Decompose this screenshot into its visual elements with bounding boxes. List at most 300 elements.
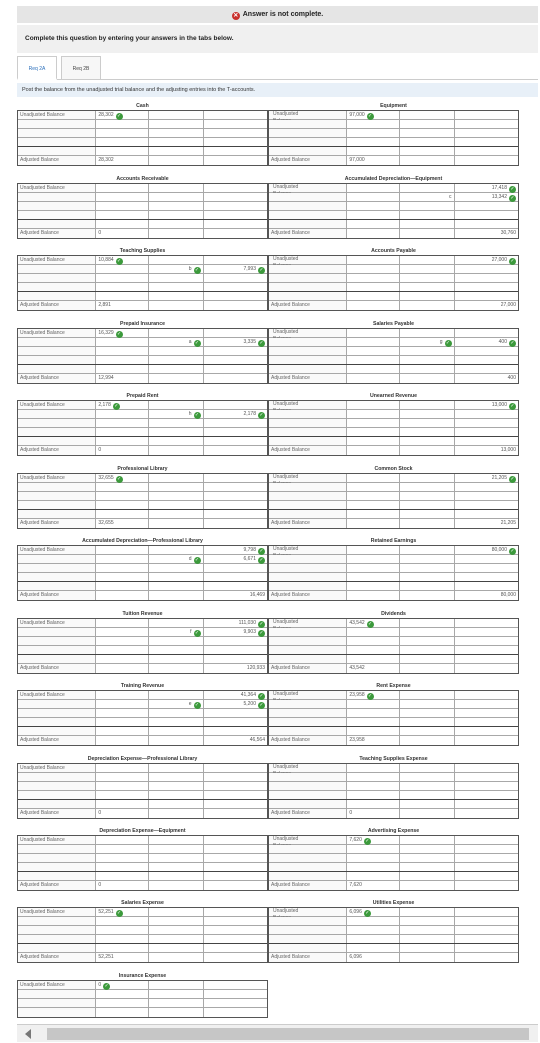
entry-cell[interactable] [455, 582, 518, 590]
entry-cell[interactable] [347, 926, 400, 934]
entry-cell[interactable] [347, 628, 400, 636]
unadjusted-credit-input[interactable] [455, 474, 518, 482]
entry-cell[interactable] [455, 953, 518, 962]
entry-cell[interactable] [400, 120, 455, 128]
entry-cell[interactable] [455, 129, 518, 137]
entry-cell[interactable] [455, 908, 518, 916]
entry-cell[interactable] [400, 220, 455, 228]
entry-cell[interactable] [149, 764, 204, 772]
unadjusted-credit-input[interactable] [204, 619, 267, 627]
entry-credit-input[interactable] [455, 338, 518, 346]
entry-cell[interactable] [204, 329, 267, 337]
entry-cell[interactable] [400, 637, 455, 645]
entry-cell[interactable] [347, 764, 400, 772]
entry-cell[interactable] [149, 274, 204, 282]
entry-cell[interactable] [400, 646, 455, 654]
entry-cell[interactable] [204, 229, 267, 238]
entry-cell[interactable] [96, 483, 149, 491]
entry-cell[interactable] [96, 664, 149, 673]
entry-cell[interactable] [455, 881, 518, 890]
entry-cell[interactable] [149, 292, 204, 300]
entry-cell[interactable] [149, 800, 204, 808]
entry-cell[interactable] [96, 283, 149, 291]
entry-cell[interactable] [149, 501, 204, 509]
entry-cell[interactable] [96, 365, 149, 373]
entry-cell[interactable] [400, 229, 455, 238]
entry-cell[interactable] [204, 917, 267, 925]
entry-cell[interactable] [400, 764, 455, 772]
adjusted-debit-input[interactable] [96, 374, 149, 383]
entry-cell[interactable] [96, 655, 149, 663]
unadjusted-credit-input[interactable] [455, 401, 518, 409]
entry-cell[interactable] [149, 374, 204, 383]
entry-cell[interactable] [400, 510, 455, 518]
entry-cell[interactable] [149, 301, 204, 310]
entry-cell[interactable] [347, 329, 400, 337]
entry-cell[interactable] [96, 202, 149, 210]
entry-cell[interactable] [455, 926, 518, 934]
entry-cell[interactable] [149, 691, 204, 699]
entry-cell[interactable] [347, 410, 400, 418]
adjusted-debit-input[interactable] [347, 953, 400, 962]
entry-cell[interactable] [400, 845, 455, 853]
entry-cell[interactable] [96, 437, 149, 445]
adjusted-debit-input[interactable] [96, 809, 149, 818]
entry-cell[interactable] [347, 338, 400, 346]
entry-cell[interactable] [347, 138, 400, 146]
scrollbar-thumb[interactable] [47, 1028, 529, 1040]
entry-cell[interactable] [204, 773, 267, 781]
entry-cell[interactable] [400, 356, 455, 364]
entry-cell[interactable] [455, 274, 518, 282]
entry-cell[interactable] [400, 854, 455, 862]
entry-cell[interactable] [455, 845, 518, 853]
entry-cell[interactable] [149, 573, 204, 581]
entry-cell[interactable] [204, 845, 267, 853]
entry-cell[interactable] [149, 147, 204, 155]
entry-cell[interactable] [96, 1008, 149, 1017]
entry-cell[interactable] [96, 591, 149, 600]
entry-cell[interactable] [400, 365, 455, 373]
entry-cell[interactable] [149, 111, 204, 119]
entry-cell[interactable] [204, 935, 267, 943]
entry-cell[interactable] [149, 655, 204, 663]
entry-cell[interactable] [455, 736, 518, 745]
entry-cell[interactable] [400, 129, 455, 137]
entry-cell[interactable] [96, 872, 149, 880]
entry-cell[interactable] [400, 410, 455, 418]
entry-cell[interactable] [96, 917, 149, 925]
entry-code-input[interactable] [149, 338, 204, 346]
entry-cell[interactable] [204, 999, 267, 1007]
entry-credit-input[interactable] [204, 265, 267, 273]
entry-cell[interactable] [96, 501, 149, 509]
entry-cell[interactable] [204, 981, 267, 989]
entry-cell[interactable] [400, 917, 455, 925]
entry-cell[interactable] [347, 718, 400, 726]
entry-credit-input[interactable] [204, 628, 267, 636]
entry-cell[interactable] [149, 202, 204, 210]
entry-cell[interactable] [96, 573, 149, 581]
entry-cell[interactable] [347, 483, 400, 491]
entry-cell[interactable] [455, 347, 518, 355]
entry-cell[interactable] [204, 990, 267, 998]
entry-cell[interactable] [347, 401, 400, 409]
entry-cell[interactable] [204, 374, 267, 383]
entry-cell[interactable] [455, 555, 518, 563]
entry-cell[interactable] [347, 582, 400, 590]
entry-cell[interactable] [347, 845, 400, 853]
entry-code-input[interactable] [149, 410, 204, 418]
entry-cell[interactable] [347, 419, 400, 427]
entry-cell[interactable] [400, 184, 455, 192]
entry-cell[interactable] [347, 646, 400, 654]
entry-cell[interactable] [347, 365, 400, 373]
entry-cell[interactable] [400, 492, 455, 500]
entry-cell[interactable] [347, 872, 400, 880]
entry-cell[interactable] [204, 872, 267, 880]
entry-cell[interactable] [204, 881, 267, 890]
entry-cell[interactable] [455, 791, 518, 799]
entry-cell[interactable] [149, 120, 204, 128]
adjusted-debit-input[interactable] [96, 446, 149, 455]
entry-cell[interactable] [149, 546, 204, 554]
entry-cell[interactable] [347, 800, 400, 808]
entry-cell[interactable] [455, 292, 518, 300]
entry-cell[interactable] [455, 628, 518, 636]
entry-cell[interactable] [96, 410, 149, 418]
entry-cell[interactable] [149, 773, 204, 781]
entry-cell[interactable] [204, 791, 267, 799]
unadjusted-debit-input[interactable] [96, 111, 149, 119]
entry-cell[interactable] [347, 220, 400, 228]
horizontal-scrollbar[interactable] [17, 1024, 538, 1042]
entry-cell[interactable] [149, 283, 204, 291]
entry-cell[interactable] [400, 256, 455, 264]
adjusted-debit-input[interactable] [96, 953, 149, 962]
entry-cell[interactable] [96, 782, 149, 790]
entry-cell[interactable] [400, 111, 455, 119]
entry-cell[interactable] [149, 953, 204, 962]
entry-cell[interactable] [149, 446, 204, 455]
entry-cell[interactable] [149, 727, 204, 735]
entry-cell[interactable] [96, 347, 149, 355]
entry-cell[interactable] [96, 220, 149, 228]
entry-cell[interactable] [455, 709, 518, 717]
entry-cell[interactable] [96, 764, 149, 772]
entry-cell[interactable] [149, 492, 204, 500]
entry-cell[interactable] [347, 637, 400, 645]
entry-cell[interactable] [455, 564, 518, 572]
entry-cell[interactable] [149, 483, 204, 491]
entry-cell[interactable] [400, 800, 455, 808]
entry-cell[interactable] [455, 111, 518, 119]
entry-cell[interactable] [96, 582, 149, 590]
unadjusted-debit-input[interactable] [96, 981, 149, 989]
scroll-left-arrow-icon[interactable] [25, 1029, 31, 1039]
entry-cell[interactable] [204, 274, 267, 282]
entry-cell[interactable] [347, 555, 400, 563]
entry-cell[interactable] [455, 764, 518, 772]
entry-cell[interactable] [400, 573, 455, 581]
entry-cell[interactable] [204, 809, 267, 818]
entry-cell[interactable] [96, 863, 149, 871]
entry-cell[interactable] [204, 401, 267, 409]
adjusted-credit-input[interactable] [455, 229, 518, 238]
entry-cell[interactable] [149, 193, 204, 201]
entry-cell[interactable] [455, 419, 518, 427]
entry-cell[interactable] [204, 655, 267, 663]
entry-cell[interactable] [347, 854, 400, 862]
adjusted-debit-input[interactable] [347, 809, 400, 818]
entry-cell[interactable] [400, 700, 455, 708]
entry-cell[interactable] [149, 1008, 204, 1017]
entry-cell[interactable] [149, 944, 204, 952]
entry-cell[interactable] [149, 220, 204, 228]
entry-cell[interactable] [96, 935, 149, 943]
entry-cell[interactable] [347, 374, 400, 383]
entry-cell[interactable] [149, 718, 204, 726]
entry-cell[interactable] [96, 120, 149, 128]
entry-cell[interactable] [347, 700, 400, 708]
entry-cell[interactable] [149, 872, 204, 880]
entry-cell[interactable] [96, 727, 149, 735]
entry-cell[interactable] [149, 836, 204, 844]
entry-cell[interactable] [400, 691, 455, 699]
entry-cell[interactable] [204, 256, 267, 264]
entry-cell[interactable] [347, 773, 400, 781]
entry-cell[interactable] [204, 156, 267, 165]
entry-cell[interactable] [204, 764, 267, 772]
entry-cell[interactable] [455, 944, 518, 952]
entry-cell[interactable] [347, 655, 400, 663]
entry-cell[interactable] [400, 926, 455, 934]
entry-cell[interactable] [204, 718, 267, 726]
entry-cell[interactable] [400, 953, 455, 962]
entry-cell[interactable] [400, 582, 455, 590]
entry-cell[interactable] [347, 519, 400, 528]
entry-cell[interactable] [347, 120, 400, 128]
entry-cell[interactable] [400, 437, 455, 445]
entry-cell[interactable] [204, 944, 267, 952]
adjusted-credit-input[interactable] [455, 301, 518, 310]
entry-cell[interactable] [96, 356, 149, 364]
entry-cell[interactable] [149, 582, 204, 590]
entry-cell[interactable] [455, 863, 518, 871]
adjusted-credit-input[interactable] [204, 664, 267, 673]
entry-cell[interactable] [400, 283, 455, 291]
entry-cell[interactable] [455, 365, 518, 373]
entry-cell[interactable] [96, 619, 149, 627]
entry-cell[interactable] [400, 727, 455, 735]
entry-cell[interactable] [347, 274, 400, 282]
entry-cell[interactable] [455, 501, 518, 509]
adjusted-debit-input[interactable] [96, 881, 149, 890]
entry-cell[interactable] [96, 147, 149, 155]
unadjusted-credit-input[interactable] [455, 184, 518, 192]
entry-cell[interactable] [149, 211, 204, 219]
entry-cell[interactable] [347, 492, 400, 500]
entry-cell[interactable] [204, 220, 267, 228]
entry-cell[interactable] [96, 990, 149, 998]
entry-cell[interactable] [149, 510, 204, 518]
entry-cell[interactable] [347, 356, 400, 364]
entry-cell[interactable] [455, 410, 518, 418]
entry-cell[interactable] [149, 990, 204, 998]
entry-cell[interactable] [347, 347, 400, 355]
entry-cell[interactable] [149, 591, 204, 600]
adjusted-debit-input[interactable] [96, 229, 149, 238]
entry-cell[interactable] [347, 917, 400, 925]
entry-cell[interactable] [455, 147, 518, 155]
entry-cell[interactable] [204, 292, 267, 300]
entry-cell[interactable] [149, 156, 204, 165]
entry-cell[interactable] [204, 347, 267, 355]
entry-cell[interactable] [347, 546, 400, 554]
unadjusted-debit-input[interactable] [96, 329, 149, 337]
entry-cell[interactable] [204, 854, 267, 862]
entry-cell[interactable] [347, 301, 400, 310]
entry-cell[interactable] [96, 555, 149, 563]
unadjusted-debit-input[interactable] [347, 619, 400, 627]
entry-cell[interactable] [149, 709, 204, 717]
entry-cell[interactable] [347, 935, 400, 943]
entry-cell[interactable] [347, 193, 400, 201]
entry-code-input[interactable] [149, 628, 204, 636]
entry-cell[interactable] [204, 184, 267, 192]
entry-cell[interactable] [455, 646, 518, 654]
entry-cell[interactable] [204, 283, 267, 291]
entry-cell[interactable] [204, 800, 267, 808]
entry-cell[interactable] [96, 211, 149, 219]
adjusted-debit-input[interactable] [96, 156, 149, 165]
entry-cell[interactable] [96, 944, 149, 952]
entry-cell[interactable] [149, 619, 204, 627]
entry-cell[interactable] [96, 274, 149, 282]
entry-cell[interactable] [455, 773, 518, 781]
entry-cell[interactable] [455, 718, 518, 726]
entry-cell[interactable] [96, 836, 149, 844]
entry-cell[interactable] [400, 211, 455, 219]
entry-cell[interactable] [455, 329, 518, 337]
entry-cell[interactable] [96, 926, 149, 934]
entry-cell[interactable] [149, 138, 204, 146]
tab-req-2a[interactable]: Req 2A [17, 56, 57, 80]
entry-cell[interactable] [204, 564, 267, 572]
entry-cell[interactable] [204, 926, 267, 934]
unadjusted-debit-input[interactable] [96, 474, 149, 482]
entry-cell[interactable] [455, 220, 518, 228]
entry-cell[interactable] [400, 736, 455, 745]
unadjusted-credit-input[interactable] [455, 256, 518, 264]
entry-cell[interactable] [96, 193, 149, 201]
entry-cell[interactable] [204, 501, 267, 509]
entry-cell[interactable] [455, 211, 518, 219]
entry-cell[interactable] [149, 935, 204, 943]
adjusted-credit-input[interactable] [455, 446, 518, 455]
entry-cell[interactable] [204, 120, 267, 128]
entry-cell[interactable] [400, 301, 455, 310]
entry-cell[interactable] [400, 419, 455, 427]
entry-cell[interactable] [204, 147, 267, 155]
entry-cell[interactable] [149, 809, 204, 818]
entry-cell[interactable] [400, 428, 455, 436]
entry-cell[interactable] [455, 492, 518, 500]
entry-cell[interactable] [204, 193, 267, 201]
entry-credit-input[interactable] [204, 410, 267, 418]
entry-cell[interactable] [400, 265, 455, 273]
entry-code-input[interactable] [149, 700, 204, 708]
entry-cell[interactable] [400, 156, 455, 165]
entry-cell[interactable] [400, 555, 455, 563]
adjusted-credit-input[interactable] [455, 374, 518, 383]
entry-code-input[interactable] [400, 338, 455, 346]
entry-cell[interactable] [347, 265, 400, 273]
entry-cell[interactable] [347, 147, 400, 155]
entry-cell[interactable] [204, 863, 267, 871]
entry-cell[interactable] [400, 483, 455, 491]
entry-cell[interactable] [400, 836, 455, 844]
entry-cell[interactable] [400, 138, 455, 146]
entry-cell[interactable] [204, 129, 267, 137]
entry-credit-input[interactable] [455, 193, 518, 201]
entry-cell[interactable] [400, 619, 455, 627]
entry-cell[interactable] [96, 510, 149, 518]
entry-cell[interactable] [149, 908, 204, 916]
entry-cell[interactable] [204, 419, 267, 427]
entry-code-input[interactable] [400, 193, 455, 201]
entry-cell[interactable] [149, 519, 204, 528]
entry-cell[interactable] [347, 564, 400, 572]
entry-cell[interactable] [149, 229, 204, 238]
entry-cell[interactable] [204, 365, 267, 373]
entry-cell[interactable] [96, 800, 149, 808]
entry-cell[interactable] [149, 664, 204, 673]
entry-cell[interactable] [149, 329, 204, 337]
entry-cell[interactable] [204, 474, 267, 482]
entry-cell[interactable] [455, 872, 518, 880]
entry-cell[interactable] [455, 428, 518, 436]
entry-cell[interactable] [400, 791, 455, 799]
entry-cell[interactable] [204, 483, 267, 491]
adjusted-credit-input[interactable] [455, 591, 518, 600]
entry-cell[interactable] [347, 573, 400, 581]
entry-cell[interactable] [455, 727, 518, 735]
entry-cell[interactable] [400, 292, 455, 300]
entry-cell[interactable] [400, 718, 455, 726]
entry-cell[interactable] [204, 908, 267, 916]
entry-cell[interactable] [455, 664, 518, 673]
entry-cell[interactable] [455, 691, 518, 699]
entry-cell[interactable] [347, 184, 400, 192]
entry-cell[interactable] [347, 202, 400, 210]
entry-cell[interactable] [149, 184, 204, 192]
entry-cell[interactable] [149, 474, 204, 482]
entry-cell[interactable] [204, 782, 267, 790]
entry-cell[interactable] [347, 129, 400, 137]
entry-cell[interactable] [96, 845, 149, 853]
entry-cell[interactable] [400, 881, 455, 890]
entry-cell[interactable] [400, 782, 455, 790]
unadjusted-debit-input[interactable] [347, 836, 400, 844]
entry-cell[interactable] [204, 111, 267, 119]
entry-cell[interactable] [149, 881, 204, 890]
entry-cell[interactable] [149, 437, 204, 445]
entry-cell[interactable] [455, 483, 518, 491]
entry-cell[interactable] [204, 1008, 267, 1017]
entry-cell[interactable] [455, 800, 518, 808]
entry-credit-input[interactable] [204, 338, 267, 346]
